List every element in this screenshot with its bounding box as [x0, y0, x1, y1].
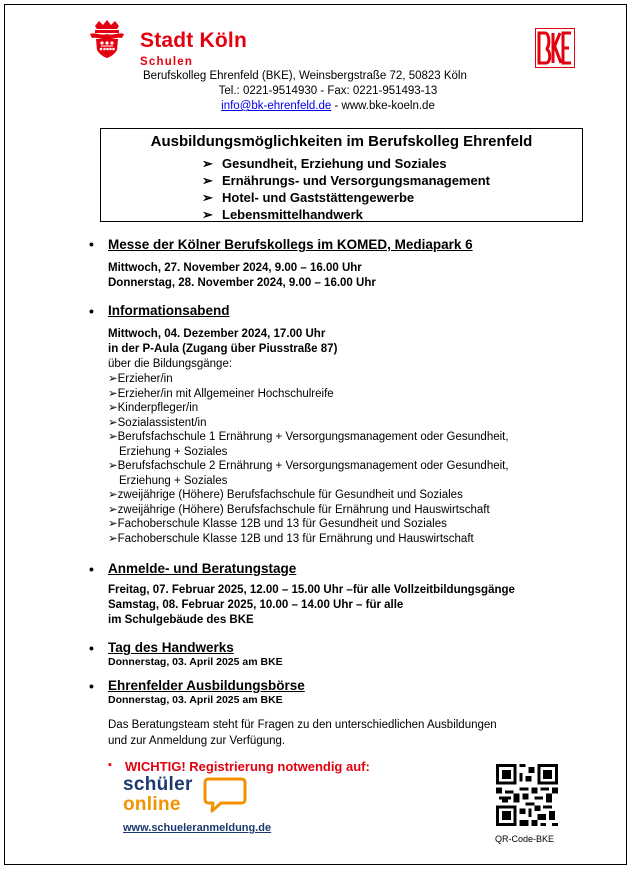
info-intro: über die Bildungsgänge: — [108, 358, 233, 370]
training-options-list — [202, 155, 490, 223]
list-item — [108, 387, 509, 402]
schueler-online-logo — [121, 774, 251, 818]
list-item — [202, 189, 490, 206]
handwerk-heading: Tag des Handwerks — [108, 640, 234, 655]
box-title: Ausbildungsmöglichkeiten im Berufskolleg Ehrenfeld — [150, 133, 533, 150]
arrow-bullet-icon: ➢ — [108, 460, 118, 472]
list-item-label: Lebensmittelhandwerk — [222, 207, 363, 222]
list-item — [108, 488, 509, 503]
phone-fax-line: Tel.: 0221-9514930 - Fax: 0221-951493-13 — [218, 85, 438, 97]
anmelde-date-2: Samstag, 08. Februar 2025, 10.00 – 14.00 Uhr – für alle — [108, 599, 404, 611]
bullet-icon: • — [89, 678, 94, 694]
list-item — [202, 172, 490, 189]
website-text: - www.bke-koeln.de — [331, 100, 435, 112]
list-item — [108, 503, 509, 518]
list-item-label: Berufsfachschule 2 Ernährung + Versorgungsmanagement oder Gesundheit, — [117, 460, 509, 472]
schueleranmeldung-link[interactable]: www.schueleranmeldung.de — [123, 822, 272, 834]
speech-bubble-icon — [203, 776, 247, 816]
list-item-label: Ernährungs- und Versorgungsmanagement — [222, 173, 490, 188]
list-item — [108, 532, 509, 547]
list-item-label: zweijährige (Höhere) Berufsfachschule für Ernährung und Hauswirtschaft — [117, 503, 490, 516]
koeln-crest-icon — [86, 18, 128, 60]
list-item-label: Erzieher/in — [117, 373, 173, 385]
arrow-bullet-icon: ➢ — [108, 532, 118, 545]
square-bullet-icon: ▪ — [108, 759, 112, 771]
arrow-bullet-icon: ➢ — [202, 207, 213, 222]
info-heading: Informationsabend — [108, 303, 230, 318]
list-item — [108, 372, 509, 387]
school-address-block — [143, 69, 513, 114]
boerse-date: Donnerstag, 03. April 2025 am BKE — [108, 694, 283, 706]
anmelde-date-1: Freitag, 07. Februar 2025, 12.00 – 15.00 Uhr –für alle Vollzeitbildungsgänge — [108, 584, 515, 596]
contact-line — [143, 99, 513, 114]
arrow-bullet-icon: ➢ — [108, 387, 118, 400]
qr-code-icon — [496, 764, 558, 826]
list-item-continuation — [108, 445, 509, 460]
bullet-icon: • — [89, 561, 94, 577]
arrow-bullet-icon: ➢ — [108, 431, 118, 443]
list-item — [108, 401, 509, 416]
bullet-icon: • — [89, 640, 94, 656]
list-item-label: Sozialassistent/in — [117, 416, 207, 429]
messe-date-2: Donnerstag, 28. November 2024, 9.00 – 16.00 Uhr — [108, 277, 376, 289]
list-item — [202, 155, 490, 172]
qr-code-caption: QR-Code-BKE — [495, 834, 555, 844]
registration-warning: WICHTIG! Registrierung notwendig auf: — [125, 759, 370, 774]
list-item — [108, 430, 509, 445]
list-item-label: Fachoberschule Klasse 12B und 13 für Ernährung und Hauswirtschaft — [117, 532, 474, 545]
list-item-label: zweijährige (Höhere) Berufsfachschule für Gesundheit und Soziales — [117, 489, 463, 501]
training-options-box — [100, 128, 583, 222]
anmelde-heading: Anmelde- und Beratungstage — [108, 561, 297, 576]
arrow-bullet-icon: ➢ — [202, 190, 213, 205]
email-link[interactable]: info@bk-ehrenfeld.de — [221, 100, 332, 112]
list-item-label: Erziehung + Soziales — [119, 445, 228, 458]
list-item-label: Gesundheit, Erziehung und Soziales — [222, 156, 447, 171]
arrow-bullet-icon: ➢ — [108, 373, 118, 385]
list-item-label: Berufsfachschule 1 Ernährung + Versorgungsmanagement oder Gesundheit, — [117, 431, 509, 443]
list-item-label: Kinderpfleger/in — [117, 402, 199, 414]
boerse-heading: Ehrenfelder Ausbildungsbörse — [108, 678, 305, 693]
program-list — [108, 372, 509, 546]
bullet-icon: • — [89, 303, 94, 319]
messe-heading: Messe der Kölner Berufskollegs im KOMED, Mediapark 6 — [108, 237, 473, 252]
list-item — [108, 416, 509, 431]
list-item-label: Fachoberschule Klasse 12B und 13 für Gesundheit und Soziales — [117, 518, 447, 530]
info-date: Mittwoch, 04. Dezember 2024, 17.00 Uhr — [108, 328, 326, 340]
list-item-label: Hotel- und Gaststättengewerbe — [222, 190, 415, 205]
list-item-label: Erziehung + Soziales — [119, 474, 228, 487]
handwerk-date: Donnerstag, 03. April 2025 am BKE — [108, 656, 283, 668]
bullet-icon: • — [89, 236, 94, 252]
arrow-bullet-icon: ➢ — [202, 173, 213, 188]
list-item-label: Erzieher/in mit Allgemeiner Hochschulreife — [117, 387, 334, 400]
advice-text-1: Das Beratungsteam steht für Fragen zu den unterschiedlichen Ausbildungen — [108, 719, 497, 731]
advice-text-2: und zur Anmeldung zur Verfügung. — [108, 735, 286, 747]
arrow-bullet-icon: ➢ — [108, 489, 118, 501]
anmelde-location: im Schulgebäude des BKE — [108, 614, 254, 626]
list-item — [202, 206, 490, 223]
address-line: Berufskolleg Ehrenfeld (BKE), Weinsbergstraße 72, 50823 Köln — [143, 70, 467, 82]
arrow-bullet-icon: ➢ — [108, 503, 118, 516]
list-item — [108, 459, 509, 474]
arrow-bullet-icon: ➢ — [108, 518, 118, 530]
arrow-bullet-icon: ➢ — [108, 402, 118, 414]
bke-logo-icon — [535, 28, 575, 68]
list-item-continuation — [108, 474, 509, 489]
department-label: Schulen — [140, 56, 194, 68]
city-name: Stadt Köln — [140, 29, 247, 52]
messe-date-1: Mittwoch, 27. November 2024, 9.00 – 16.00 Uhr — [108, 262, 362, 274]
arrow-bullet-icon: ➢ — [108, 416, 118, 429]
logo-word-online: online — [123, 794, 181, 815]
logo-word-schueler: schüler — [123, 774, 193, 795]
list-item — [108, 517, 509, 532]
info-location: in der P-Aula (Zugang über Piusstraße 87) — [108, 343, 338, 355]
arrow-bullet-icon: ➢ — [202, 156, 213, 171]
